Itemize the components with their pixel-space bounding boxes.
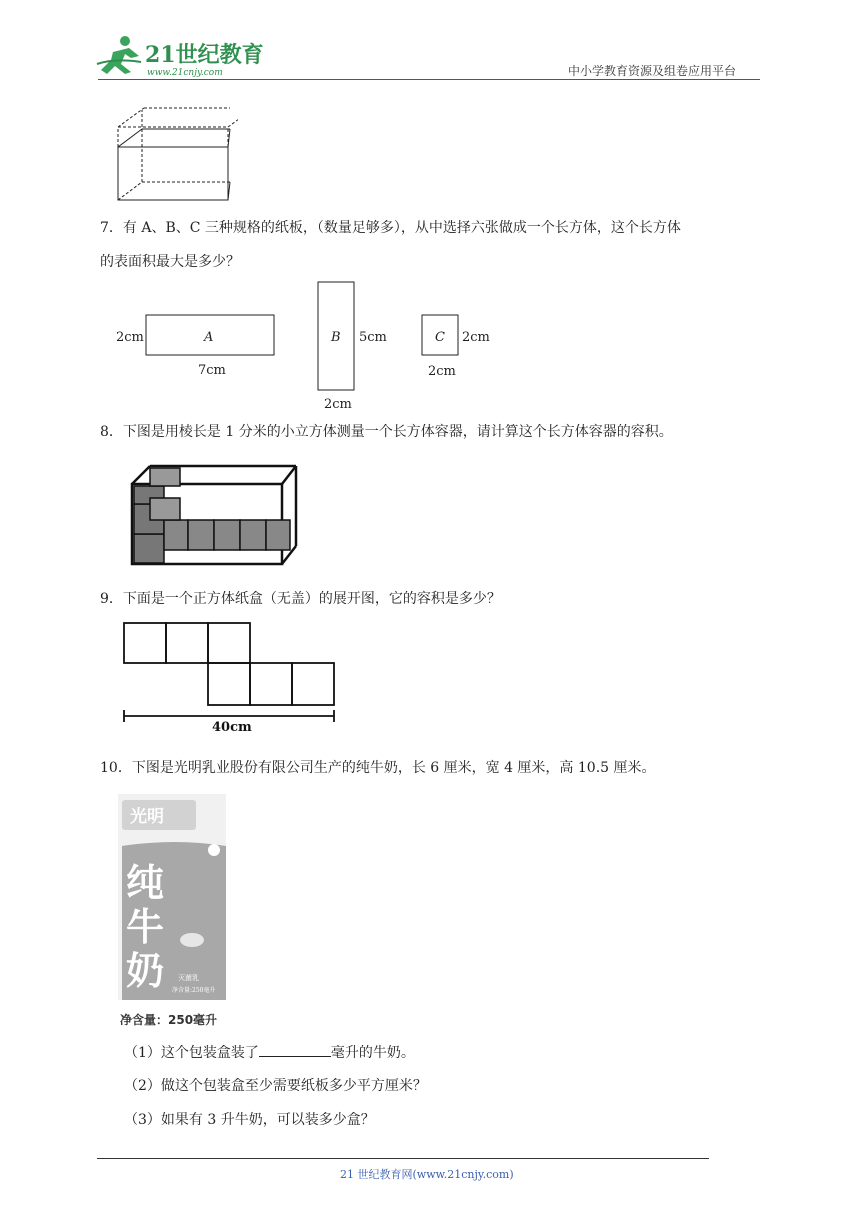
q9-net-figure: [118, 620, 342, 736]
q10-sub1-before: （1）这个包装盒装了: [124, 1045, 259, 1061]
q10-sub1: [124, 1042, 415, 1063]
answer-blank[interactable]: [259, 1042, 331, 1057]
carton-net-small: 净含量:250毫升: [172, 987, 216, 994]
board-a-label: A: [204, 330, 214, 345]
q9-text: 9．下面是一个正方体纸盒（无盖）的展开图，它的容积是多少？: [100, 591, 501, 607]
carton-brand: 光明: [130, 807, 164, 827]
q8-text: 8．下图是用棱长是 1 分米的小立方体测量一个长方体容器，请计算这个长方体容器的容积。: [100, 424, 673, 440]
board-c-width: 2cm: [428, 364, 456, 379]
footer-divider: [97, 1158, 709, 1159]
q7-text-line1: 7．有 A、B、C 三种规格的纸板，（数量足够多），从中选择六张做成一个长方体，这个长方体: [100, 220, 681, 236]
carton-side-label: 灭菌乳: [178, 974, 199, 982]
board-a-width: 7cm: [198, 363, 226, 378]
board-b-label: B: [331, 330, 341, 345]
net-dimension: 40cm: [212, 720, 252, 732]
logo-url: www.21cnjy.com: [147, 68, 223, 78]
net-content-caption: 净含量：250毫升: [120, 1013, 218, 1027]
runner-logo-icon: [95, 34, 265, 80]
q8-container-figure: [128, 462, 302, 572]
header-divider: [98, 79, 760, 80]
board-c-label: C: [435, 330, 445, 345]
platform-name: 中小学教育资源及组卷应用平台: [568, 64, 737, 78]
logo-text: 21世纪教育: [145, 42, 264, 68]
board-b-width: 2cm: [324, 397, 352, 412]
board-c-height: 2cm: [462, 330, 490, 345]
q10-text: 10．下图是光明乳业股份有限公司生产的纯牛奶，长 6 厘米，宽 4 厘米，高 10.5 厘米。: [100, 760, 656, 776]
footer-link[interactable]: 21 世纪教育网(www.21cnjy.com): [340, 1168, 514, 1181]
carton-char-2: 牛: [126, 904, 165, 949]
q7-text-line2: 的表面积最大是多少？: [100, 254, 240, 270]
q7-figure: [112, 280, 502, 416]
q10-sub2: （2）做这个包装盒至少需要纸板多少平方厘米？: [124, 1078, 427, 1094]
carton-char-1: 纯: [126, 860, 165, 905]
header-logo: [95, 34, 265, 80]
carton-char-3: 奶: [126, 948, 165, 993]
cuboid-figure: [112, 104, 238, 208]
q10-sub1-after: 毫升的牛奶。: [330, 1045, 415, 1061]
board-a-height: 2cm: [116, 330, 144, 345]
board-b-height: 5cm: [359, 330, 387, 345]
milk-carton-image: [118, 790, 230, 1008]
q10-sub3: （3）如果有 3 升牛奶，可以装多少盒？: [124, 1112, 375, 1128]
